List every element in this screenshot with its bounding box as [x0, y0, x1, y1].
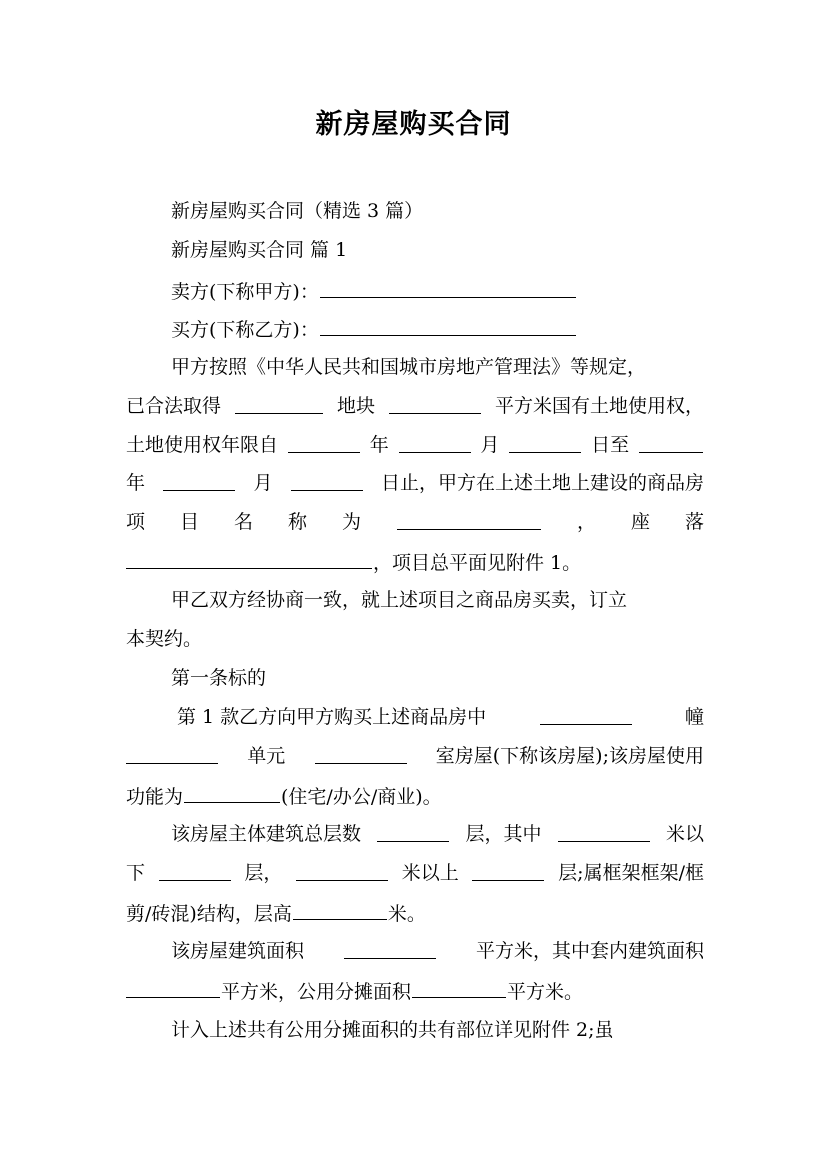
blank-field — [344, 939, 436, 959]
blank-field — [126, 978, 220, 998]
p3-text: 第 1 款乙方向甲方购买上述商品房中 — [177, 706, 487, 728]
p3-line3 — [126, 783, 704, 809]
blank-field — [163, 471, 235, 491]
p5-text: 平方米，公用分摊面积 — [221, 981, 412, 1003]
article1-heading: 第一条标的 — [171, 667, 267, 689]
p1-text: 月 — [253, 472, 273, 494]
p4-text: 下 — [126, 862, 146, 884]
seller-label: 卖方(下称甲方)： — [171, 281, 319, 303]
blank-field — [639, 433, 703, 453]
p1-text: 名 — [234, 511, 254, 533]
blank-field — [293, 900, 387, 920]
blank-field — [288, 433, 360, 453]
p3-text: 室房屋(下称该房屋);该房屋使用 — [435, 745, 704, 767]
p4-line3 — [126, 900, 704, 926]
blank-field — [377, 822, 449, 842]
p4-text: 米以 — [665, 823, 704, 845]
p3-text: 幢 — [684, 706, 704, 728]
location-blank — [126, 549, 372, 569]
p1-line6 — [126, 549, 704, 575]
p5-text: 该房屋建筑面积 — [171, 940, 305, 962]
p3-text: 单元 — [247, 745, 286, 767]
p1-text: 平方米国有土地使用权， — [494, 395, 704, 417]
blank-field — [412, 978, 506, 998]
p1-text: 土地使用权年限自 — [126, 434, 279, 456]
blank-field — [472, 861, 544, 881]
buyer-blank — [320, 316, 576, 336]
p3-line2 — [126, 744, 704, 768]
p1-text: ，项目总平面见附件 1。 — [373, 552, 582, 574]
p1-line5 — [126, 510, 704, 534]
blank-field — [126, 744, 218, 764]
p3-text: (住宅/办公/商业)。 — [281, 786, 442, 808]
p1-text: 目 — [180, 511, 200, 533]
p5-line1 — [171, 939, 704, 963]
p2-line2: 本契约。 — [126, 628, 203, 650]
seller-line — [171, 278, 704, 304]
p1-line4 — [126, 471, 704, 495]
blank-field — [184, 783, 280, 803]
p1-text: 年 — [369, 434, 389, 456]
p1-text: 称 — [288, 511, 308, 533]
p1-text: 落 — [684, 511, 704, 533]
blank-field — [389, 394, 481, 414]
p5-line2 — [126, 978, 704, 1004]
p1-text: 已合法取得 — [126, 395, 222, 417]
p4-text: 剪/砖混)结构，层高 — [126, 903, 292, 925]
p1-text: 项 — [126, 511, 146, 533]
blank-field — [558, 822, 650, 842]
p5-text: 平方米，其中套内建筑面积 — [475, 940, 704, 962]
p4-text: 米。 — [387, 903, 426, 925]
p4-text: 层， — [244, 862, 283, 884]
p2-line1: 甲乙双方经协商一致，就上述项目之商品房买卖，订立 — [171, 589, 628, 611]
p4-line1 — [171, 822, 704, 846]
p1-text: 座 — [630, 511, 650, 533]
p1-text: 日止，甲方在上述土地上建设的商品房 — [380, 472, 704, 494]
p1-line3 — [126, 433, 704, 457]
blank-field — [159, 861, 231, 881]
blank-field — [399, 433, 471, 453]
buyer-label: 买方(下称乙方)： — [171, 319, 319, 341]
p1-line1: 甲方按照《中华人民共和国城市房地产管理法》等规定， — [171, 356, 647, 378]
p1-line2 — [126, 394, 704, 418]
buyer-line — [171, 316, 704, 342]
p1-text: ， — [576, 511, 596, 533]
p3-text: 功能为 — [126, 786, 184, 808]
seller-blank — [320, 278, 576, 298]
blank-field — [540, 705, 632, 725]
blank-field — [315, 744, 407, 764]
p6-line1: 计入上述共有公用分摊面积的共有部位详见附件 2;虽 — [171, 1019, 614, 1041]
p4-text: 层;属框架框架/框 — [558, 862, 704, 884]
document-title: 新房屋购买合同 — [315, 109, 512, 140]
p4-text: 该房屋主体建筑总层数 — [171, 823, 362, 845]
p4-text: 米以上 — [401, 862, 459, 884]
p1-text: 月 — [480, 434, 500, 456]
project-name-blank — [397, 510, 541, 530]
p1-text: 年 — [126, 472, 146, 494]
p3-line1 — [177, 705, 704, 729]
p4-text: 层，其中 — [465, 823, 542, 845]
blank-field — [291, 471, 363, 491]
document-subtitle: 新房屋购买合同（精选 3 篇） — [171, 200, 424, 222]
p5-text: 平方米。 — [507, 981, 584, 1003]
p1-text: 日至 — [591, 434, 630, 456]
blank-field — [235, 394, 323, 414]
blank-field — [296, 861, 388, 881]
p1-text: 地块 — [336, 395, 375, 417]
p4-line2 — [126, 861, 704, 885]
section-heading: 新房屋购买合同 篇 1 — [171, 239, 348, 261]
p1-text: 为 — [342, 511, 362, 533]
blank-field — [509, 433, 581, 453]
